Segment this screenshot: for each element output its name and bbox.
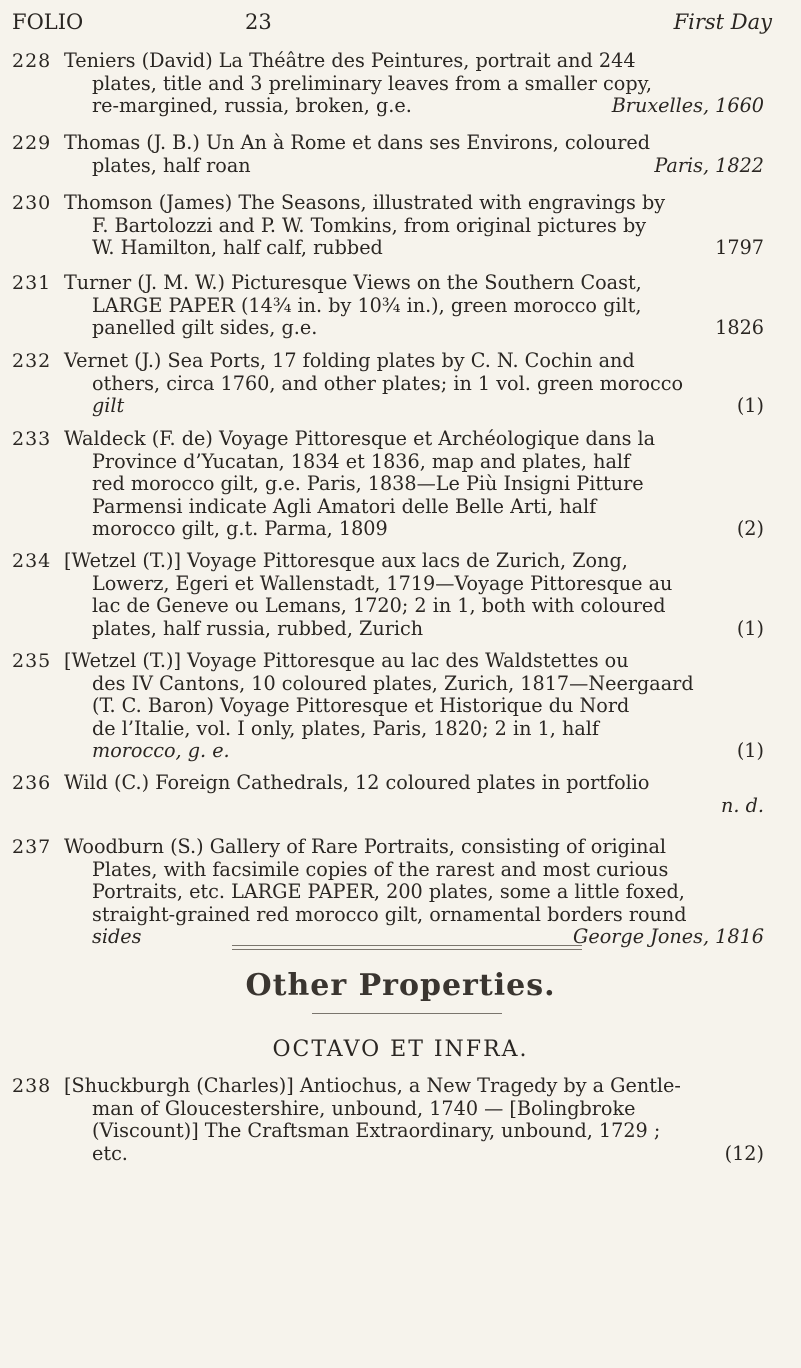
lot-place-date: n. d. [721,793,764,817]
lot-number: 236 [12,772,52,794]
lot-number: 235 [12,650,52,672]
lot-description [64,428,764,541]
lot-line: (T. C. Baron) Voyage Pittoresque et Historique du Nord [92,694,630,718]
section-rule-top [232,945,582,946]
lot-line: Thomson (James) The Seasons, illustrated with engravings by [64,191,666,214]
lot-line-text: gilt [92,394,125,418]
lot-line: [Wetzel (T.)] Voyage Pittoresque aux lacs de Zurich, Zong, [64,549,628,572]
lot-228 [0,50,764,118]
lot-number: 231 [12,272,52,294]
lot-line: Plates, with facsimile copies of the rarest and most curious [92,857,669,881]
lot-line: LARGE PAPER (14¾ in. by 10¾ in.), green morocco gilt, [92,293,642,317]
lot-line: plates, title and 3 preliminary leaves from a smaller copy, [92,71,653,95]
lot-237 [0,836,764,949]
lot-number: 228 [12,50,52,72]
lot-238 [0,1075,801,1165]
lot-line: Thomas (J. B.) Un An à Rome et dans ses Environs, coloured [64,131,651,154]
lot-line [64,618,764,641]
lot-description [64,836,764,949]
lot-number: 233 [12,428,52,450]
lot-line [64,95,764,118]
lot-line-text: etc. [92,1141,128,1165]
sale-day: First Day [673,10,772,34]
lot-place-date: Paris, 1822 [654,153,764,177]
lot-line: Lowerz, Egeri et Wallenstadt, 1719—Voyage Pittoresque au [92,571,673,595]
lot-line-text: plates, half roan [92,153,251,177]
lot-236 [0,772,764,817]
lot-line [64,518,764,541]
lot-place-date: (1) [736,616,764,640]
lot-place-date: George Jones, 1816 [573,925,764,949]
lot-place-date: (1) [736,394,764,418]
lot-line: Teniers (David) La Théâtre des Peintures, portrait and 244 [64,49,636,72]
lot-line [64,237,764,260]
lot-line: Parmensi indicate Agli Amatori delle Belle Arti, half [92,494,597,518]
lot-description [64,272,764,340]
lot-place-date: (1) [736,739,764,763]
lot-234 [0,550,764,640]
lot-line-text: panelled gilt sides, g.e. [92,316,318,340]
lot-line [64,1143,764,1166]
lot-description [64,550,764,640]
lot-line: des IV Cantons, 10 coloured plates, Zurich, 1817—Neergaard [92,671,694,695]
lot-235 [0,650,764,763]
lot-line-text: morocco, g. e. [92,739,230,763]
lot-number: 238 [12,1075,52,1097]
lot-233 [0,428,764,541]
lot-description [64,192,764,260]
lot-place-date: 1797 [715,236,764,260]
lot-232 [0,350,764,418]
page-number: 23 [245,10,272,34]
lot-line: Province d’Yucatan, 1834 et 1836, map and plates, half [92,449,631,473]
lot-description [64,132,764,177]
lot-line: man of Gloucestershire, unbound, 1740 — [Bolingbroke [92,1096,636,1120]
lot-line: Turner (J. M. W.) Picturesque Views on the Southern Coast, [64,271,642,294]
page-header [12,10,772,38]
section-title: Other Properties. [245,968,556,1003]
lot-description [64,650,764,763]
lot-line [64,317,764,340]
lot-line-text: W. Hamilton, half calf, rubbed [92,236,383,260]
lot-line: de l’Italie, vol. I only, plates, Paris, 1820; 2 in 1, half [92,716,600,740]
lot-line: Waldeck (F. de) Voyage Pittoresque et Archéologique dans la [64,427,656,450]
lot-line: [Shuckburgh (Charles)] Antiochus, a New Tragedy by a Gentle- [64,1074,681,1097]
lot-description [64,350,764,418]
lot-line: others, circa 1760, and other plates; in 1 vol. green morocco [92,371,684,395]
lot-place-date: (12) [724,1141,764,1165]
lot-line-text: plates, half russia, rubbed, Zurich [92,616,424,640]
section-rule-bottom [312,1013,502,1014]
lot-place-date: 1826 [715,316,764,340]
lot-line-text: morocco gilt, g.t. Parma, 1809 [92,517,388,541]
lot-line: red morocco gilt, g.e. Paris, 1838—Le Più Insigni Pitture [92,472,644,496]
lot-line-text: sides [92,925,142,949]
lot-230 [0,192,764,260]
lot-231 [0,272,764,340]
lot-description [64,1075,764,1165]
section-rule-top-2 [232,949,582,950]
lot-line [64,740,764,763]
lot-line [64,795,764,817]
lot-line: Woodburn (S.) Gallery of Rare Portraits, consisting of original [64,835,667,858]
lot-place-date: (2) [736,517,764,541]
lot-line: straight-grained red morocco gilt, ornamental borders round [92,902,687,926]
lot-number: 237 [12,836,52,858]
lot-line [64,395,764,418]
lot-line: [Wetzel (T.)] Voyage Pittoresque au lac des Waldstettes ou [64,649,629,672]
lot-line: Portraits, etc. LARGE PAPER, 200 plates, some a little foxed, [92,880,685,904]
section-subtitle: OCTAVO ET INFRA. [272,1037,529,1062]
lot-number: 229 [12,132,52,154]
lot-line: F. Bartolozzi and P. W. Tomkins, from original pictures by [92,213,647,237]
lot-line: (Viscount)] The Craftsman Extraordinary, unbound, 1729 ; [92,1119,661,1143]
lot-number: 232 [12,350,52,372]
folio-label: FOLIO [12,10,84,34]
lot-number: 230 [12,192,52,214]
lot-line: lac de Geneve ou Lemans, 1720; 2 in 1, both with coloured [92,594,666,618]
lot-place-date: Bruxelles, 1660 [611,94,764,118]
lot-229 [0,132,764,177]
lot-description [64,772,764,817]
lot-line: Vernet (J.) Sea Ports, 17 folding plates by C. N. Cochin and [64,349,635,372]
lot-description [64,50,764,118]
lot-line-text: re-margined, russia, broken, g.e. [92,94,412,118]
lot-number: 234 [12,550,52,572]
lot-line: Wild (C.) Foreign Cathedrals, 12 coloured plates in portfolio [64,771,650,794]
lot-line [64,155,764,178]
